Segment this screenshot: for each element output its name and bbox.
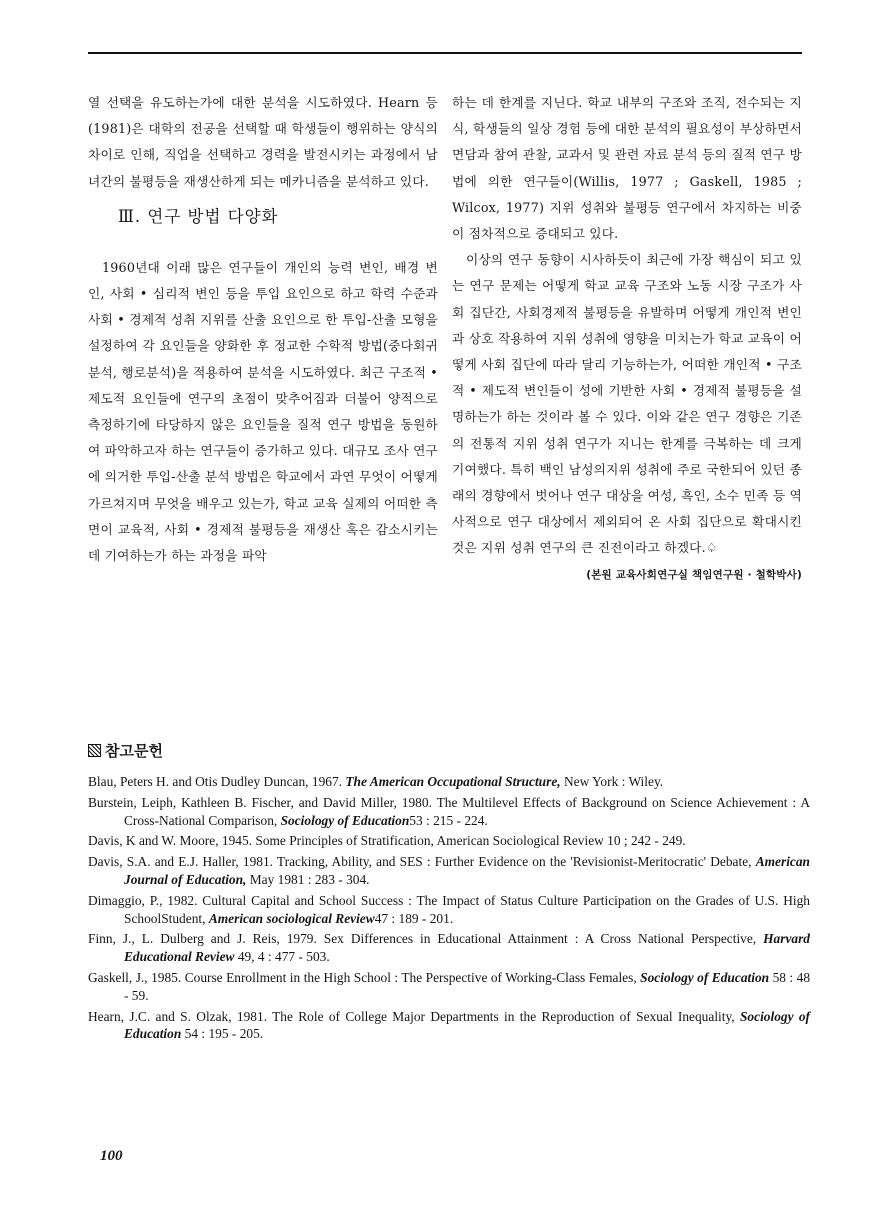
reference-detail: 58 : 48 - 59. bbox=[124, 969, 811, 1003]
reference-journal: Harvard Educational Review bbox=[124, 931, 810, 965]
reference-text: Davis, K and W. Moore, 1945. Some Principles of Stratification, American Sociological Review 10 ; 242 - 249. bbox=[88, 833, 686, 849]
reference-detail: May 1981 : 283 - 304. bbox=[246, 871, 370, 887]
reference-detail: 49, 4 : 477 - 503. bbox=[234, 949, 330, 965]
references-heading-text: 참고문헌 bbox=[105, 742, 163, 760]
left-column bbox=[88, 90, 438, 569]
section-title: Ⅲ. 연구 방법 다양화 bbox=[118, 206, 279, 226]
hatched-square-icon bbox=[88, 744, 101, 757]
left-paragraph-1: 열 선택을 유도하는가에 대한 분석을 시도하였다. Hearn 등(1981)은 대학의 전공을 선택할 때 학생들이 행위하는 양식의 차이로 인해, 직업을 선택하고 경력을 발전시키는 과정에서 남녀간의 불평등을 재생산하게 되는 메카니즘을 분석하고 있다. bbox=[88, 95, 438, 189]
right-column bbox=[452, 90, 802, 588]
reference-journal: Sociology of Education bbox=[280, 812, 410, 828]
reference-journal: American sociological Review bbox=[208, 910, 375, 926]
reference-item bbox=[88, 773, 810, 791]
reference-text: Gaskell, J., 1985. Course Enrollment in the High School : The Perspective of Working-Class Females, bbox=[88, 969, 641, 985]
reference-journal: Sociology of Education bbox=[640, 969, 770, 985]
reference-detail: 47 : 189 - 201. bbox=[374, 910, 454, 926]
reference-journal: Sociology of Education bbox=[124, 1008, 811, 1042]
reference-text: Finn, J., L. Dulberg and J. Reis, 1979. Sex Differences in Educational Attainment : A Cross National Perspective, bbox=[88, 931, 764, 947]
reference-text: Burstein, Leiph, Kathleen B. Fischer, and David Miller, 1980. The Multilevel Effects of Background on Science Achievement : A Cross-National Comparison, bbox=[88, 794, 810, 828]
end-mark-icon: ♤ bbox=[705, 540, 718, 556]
author-affiliation: (본원 교육사회연구실 책임연구원 · 철학박사) bbox=[586, 568, 802, 581]
reference-item bbox=[88, 1008, 810, 1044]
reference-item bbox=[88, 969, 810, 1005]
left-paragraph-2: 1960년대 이래 많은 연구들이 개인의 능력 변인, 배경 변인, 사회 • 심리적 변인 등을 투입 요인으로 하고 학력 수준과 사회 • 경제적 성취 지위를 산출 요인으로 한 투입-산출 모형을 설정하여 각 요인들을 양화한 후 정교한 수학적 방법(중다회귀분석, 행로분석)을 적용하여 분석을 시도하였다. 최근 구조적 • 제도적 요인들에 연구의 초점이 맞추어짐과 더불어 양적으로 측정하기에 타당하지 않은 요인들을 질적 연구 방법을 동원하여 파악하고자 하는 연구들이 증가하고 있다. 대규모 조사 연구에 의거한 투입-산출 분석 방법은 학교에서 과연 무엇이 어떻게 가르쳐지며 무엇을 배우고 있는가, 학교 교육 실제의 어떠한 측면이 교육적, 사회 • 경제적 불평등을 재생산 혹은 감소시키는 데 기여하는가 하는 과정을 파악 bbox=[88, 259, 438, 564]
page-number: 100 bbox=[100, 1148, 123, 1164]
reference-text: Dimaggio, P., 1982. Cultural Capital and School Success : The Impact of Status Culture Participation on the Grades of U.S. High SchoolStudent, bbox=[88, 892, 810, 926]
right-paragraph-2-text: 이상의 연구 동향이 시사하듯이 최근에 가장 핵심이 되고 있는 연구 문제는 어떻게 학교 교육 구조와 노동 시장 구조가 사회 집단간, 사회경제적 불평등을 유발하며 어떻게 개인적 변인과 상호 작용하여 지위 성취에 영향을 미치는가 학교 교육이 어떻게 사회 집단에 따라 달리 기능하는가, 어떠한 개인적 • 구조적 • 제도적 변인들이 성에 기반한 사회 • 경제적 불평등을 설명하는가 하는 것이라 볼 수 있다. 이와 같은 연구 경향은 기존의 전통적 지위 성취 연구가 지니는 한계를 극복하는 데 크게 기여했다. 특히 백인 남성의지위 성취에 주로 국한되어 있던 종래의 경향에서 벗어나 연구 대상을 여성, 흑인, 소수 민족 등 역사적으로 연구 대상에서 제외되어 온 사회 집단으로 확대시킨 것은 지위 성취 연구의 큰 진전이라고 하겠다. bbox=[452, 252, 802, 556]
right-paragraph-1: 하는 데 한계를 지닌다. 학교 내부의 구조와 조직, 전수되는 지식, 학생들의 일상 경험 등에 대한 분석의 필요성이 부상하면서 면담과 참여 관찰, 교과서 및 관련 자료 분석 등의 질적 연구 방법에 의한 연구들이(Willis, 1977 ; Gaskell, 1985 ; Wilcox, 1977) 지위 성취와 불평등 연구에서 차지하는 비중이 점차적으로 증대되고 있다. bbox=[452, 95, 802, 242]
reference-item bbox=[88, 832, 810, 850]
references-heading bbox=[88, 740, 163, 761]
reference-list bbox=[88, 773, 810, 1046]
reference-detail: 54 : 195 - 205. bbox=[181, 1026, 264, 1042]
reference-journal: American Journal of Education, bbox=[124, 854, 810, 887]
top-rule bbox=[88, 52, 802, 54]
reference-journal: The American Occupational Structure, bbox=[345, 774, 561, 789]
reference-text: Blau, Peters H. and Otis Dudley Duncan, 1967. bbox=[88, 774, 346, 789]
reference-item bbox=[88, 892, 810, 928]
right-paragraph-2 bbox=[452, 247, 802, 561]
reference-detail: New York : Wiley. bbox=[560, 774, 664, 789]
reference-item bbox=[88, 794, 810, 830]
reference-detail: 53 : 215 - 224. bbox=[409, 812, 488, 828]
reference-text: Davis, S.A. and E.J. Haller, 1981. Tracking, Ability, and SES : Further Evidence on the 'Revisionist-Meritocratic' Debate, bbox=[88, 854, 756, 870]
reference-item bbox=[88, 853, 810, 889]
reference-text: Hearn, J.C. and S. Olzak, 1981. The Role of College Major Departments in the Reproduction of Sexual Inequality, bbox=[88, 1008, 740, 1024]
reference-item bbox=[88, 930, 810, 966]
